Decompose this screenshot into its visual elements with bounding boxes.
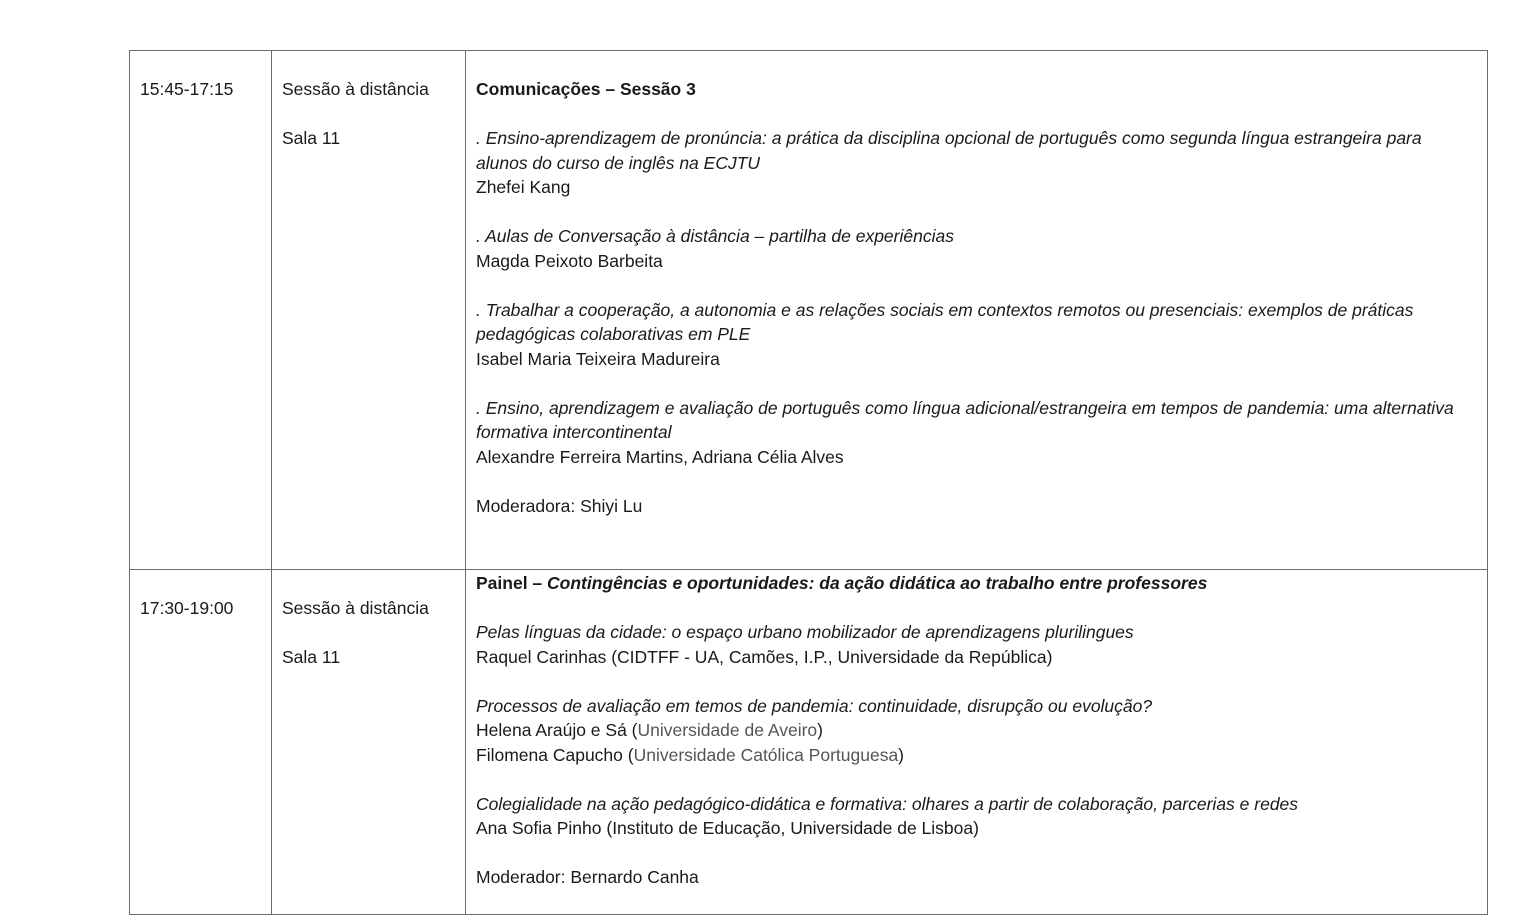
time-slot: 17:30-19:00 <box>140 598 234 618</box>
session-cell <box>272 570 466 915</box>
moderator-line: Moderadora: Shiyi Lu <box>476 495 643 516</box>
session-heading: Comunicações – Sessão 3 <box>476 79 696 99</box>
talk-authors: Magda Peixoto Barbeita <box>476 250 663 271</box>
talk-title: Processos de avaliação em temos de pandemia: continuidade, disrupção ou evolução? <box>476 695 1153 716</box>
time-slot: 15:45-17:15 <box>140 79 234 99</box>
talk-authors: Raquel Carinhas (CIDTFF - UA, Camões, I.P., Universidade da República) <box>476 646 1053 667</box>
talk-authors: Zhefei Kang <box>476 177 571 197</box>
program-cell <box>466 570 1488 915</box>
talk-author <box>476 718 1477 743</box>
author-name: Filomena Capucho ( <box>476 744 634 765</box>
talk-authors: Alexandre Ferreira Martins, Adriana Célia Alves <box>476 446 844 467</box>
session-type: Sessão à distância <box>282 598 429 618</box>
panel-heading <box>476 571 1477 596</box>
schedule-row <box>130 570 1488 915</box>
time-cell <box>130 570 272 915</box>
talk-title: . Aulas de Conversação à distância – partilha de experiências <box>476 226 954 246</box>
talk-title: Pelas línguas da cidade: o espaço urbano mobilizador de aprendizagens plurilingues <box>476 622 1134 642</box>
room-label: Sala 11 <box>282 647 341 667</box>
time-cell <box>130 51 272 570</box>
moderator-line: Moderador: Bernardo Canha <box>476 867 699 887</box>
talk-author <box>476 743 1477 768</box>
author-affiliation: Universidade de Aveiro <box>637 720 818 740</box>
author-name: Helena Araújo e Sá ( <box>476 720 638 740</box>
program-cell <box>466 51 1488 570</box>
talk-title: . Ensino, aprendizagem e avaliação de português como língua adicional/estrangeira em tempos de pandemia: uma alternativa formativa intercontinental <box>476 397 1454 442</box>
author-close: ) <box>898 744 904 765</box>
schedule-row <box>130 51 1488 570</box>
session-type: Sessão à distância <box>282 79 429 99</box>
schedule-table <box>129 50 1488 915</box>
talk-title: . Trabalhar a cooperação, a autonomia e as relações sociais em contextos remotos ou presenciais: exemplos de práticas pedagógicas colaborativas em PLE <box>476 299 1414 344</box>
panel-prefix: Painel – <box>476 573 548 593</box>
author-close: ) <box>817 720 823 740</box>
panel-title: Contingências e oportunidades: da ação didática ao trabalho entre professores <box>547 573 1208 593</box>
talk-authors: Ana Sofia Pinho (Instituto de Educação, Universidade de Lisboa) <box>476 818 979 838</box>
room-label: Sala 11 <box>282 128 341 148</box>
talk-authors: Isabel Maria Teixeira Madureira <box>476 348 720 369</box>
talk-title: Colegialidade na ação pedagógico-didática e formativa: olhares a partir de colaboração, parcerias e redes <box>476 793 1299 814</box>
session-cell <box>272 51 466 570</box>
author-affiliation: Universidade Católica Portuguesa <box>633 744 899 765</box>
talk-title: . Ensino-aprendizagem de pronúncia: a prática da disciplina opcional de português como segunda língua estrangeira para alunos do curso de inglês na ECJTU <box>476 128 1422 173</box>
